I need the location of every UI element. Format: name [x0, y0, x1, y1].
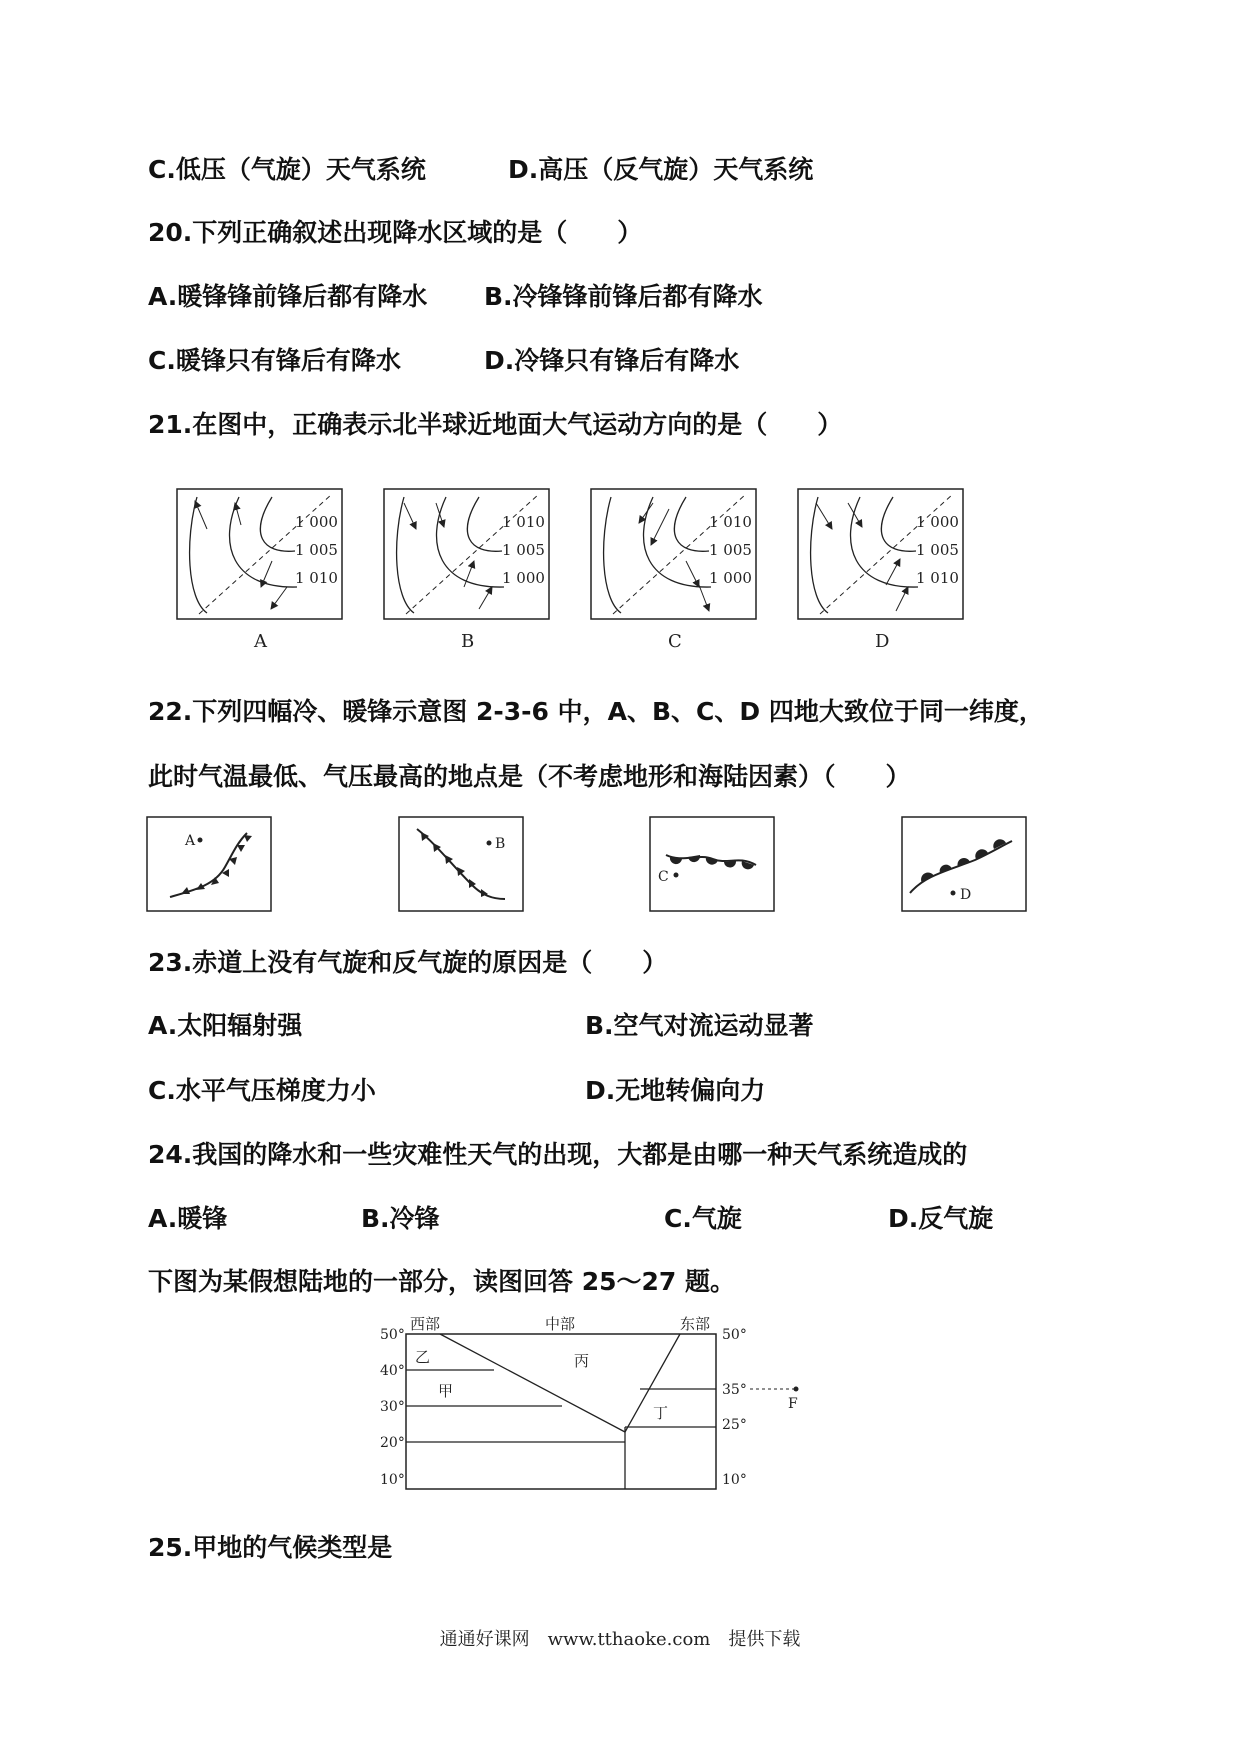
- map-region-yi: 乙: [415, 1348, 431, 1366]
- q22-panel-c: [650, 817, 774, 911]
- map-left-lat-40: 40°: [380, 1363, 405, 1379]
- q22-point-c: C: [658, 869, 669, 885]
- hypothetical-land-map: [370, 1312, 830, 1494]
- map-left-lat-10: 10°: [380, 1472, 405, 1488]
- q21-a-isobar-1: 1 000: [295, 513, 338, 531]
- q20-option-c: C.暖锋只有锋后有降水: [148, 346, 401, 375]
- map-right-lat-35: 35°: [722, 1382, 747, 1398]
- map-right-lat-10: 10°: [722, 1472, 747, 1488]
- q21-b-isobar-1: 1 010: [502, 513, 545, 531]
- map-right-lat-25: 25°: [722, 1417, 747, 1433]
- q22-point-b: B: [495, 836, 506, 852]
- map-intro: 下图为某假想陆地的一部分，读图回答 25～27 题。: [148, 1267, 735, 1296]
- q24-stem: 24.我国的降水和一些灾难性天气的出现，大都是由哪一种天气系统造成的: [148, 1140, 968, 1169]
- q21-a-isobar-3: 1 010: [295, 569, 338, 587]
- map-east-label: 东部: [680, 1315, 711, 1333]
- q24-option-d: D.反气旋: [888, 1204, 994, 1233]
- q22-stem-line2: 此时气温最低、气压最高的地点是（不考虑地形和海陆因素）（ ）: [148, 762, 911, 791]
- page-footer: 通通好课网 www.tthaoke.com 提供下载: [439, 1629, 801, 1650]
- map-region-ding: 丁: [653, 1404, 669, 1422]
- q19-option-d: D.高压（反气旋）天气系统: [508, 155, 814, 184]
- q21-c-isobar-1: 1 010: [709, 513, 752, 531]
- q25-stem: 25.甲地的气候类型是: [148, 1533, 393, 1562]
- q21-b-isobar-3: 1 000: [502, 569, 545, 587]
- q21-d-isobar-3: 1 010: [916, 569, 959, 587]
- q21-figure: [170, 484, 970, 654]
- q20-stem: 20.下列正确叙述出现降水区域的是（ ）: [148, 218, 643, 247]
- q23-option-a: A.太阳辐射强: [148, 1011, 303, 1040]
- q22-figure: [145, 815, 1045, 915]
- q23-option-b: B.空气对流运动显著: [585, 1011, 814, 1040]
- q23-option-c: C.水平气压梯度力小: [148, 1076, 376, 1105]
- q22-point-a: A: [185, 833, 196, 849]
- q22-panel-d: [902, 817, 1026, 911]
- q21-c-label: C: [668, 631, 682, 652]
- q21-b-isobar-2: 1 005: [502, 541, 545, 559]
- map-left-lat-30: 30°: [380, 1399, 405, 1415]
- q20-option-d: D.冷锋只有锋后有降水: [484, 346, 740, 375]
- map-middle-label: 中部: [545, 1315, 576, 1333]
- q21-stem: 21.在图中，正确表示北半球近地面大气运动方向的是（ ）: [148, 410, 843, 439]
- q24-option-c: C.气旋: [664, 1204, 742, 1233]
- q21-b-label: B: [461, 631, 475, 652]
- map-west-label: 西部: [410, 1315, 441, 1333]
- q22-panel-a: [147, 817, 271, 911]
- q22-point-d: D: [960, 887, 972, 903]
- q21-c-isobar-2: 1 005: [709, 541, 752, 559]
- map-region-jia: 甲: [438, 1382, 454, 1400]
- q21-panel-c: [591, 489, 756, 652]
- q21-panel-b: [384, 489, 549, 652]
- q21-c-isobar-3: 1 000: [709, 569, 752, 587]
- q23-option-d: D.无地转偏向力: [585, 1076, 766, 1105]
- q21-a-label: A: [254, 631, 267, 652]
- q21-panel-d: [798, 489, 963, 652]
- map-right-lat-50: 50°: [722, 1327, 747, 1343]
- q24-option-a: A.暖锋: [148, 1204, 228, 1233]
- map-left-lat-50: 50°: [380, 1327, 405, 1343]
- q19-option-c: C.低压（气旋）天气系统: [148, 155, 426, 184]
- q21-d-isobar-2: 1 005: [916, 541, 959, 559]
- q22-panel-b: [399, 817, 523, 911]
- q20-option-a: A.暖锋锋前锋后都有降水: [148, 282, 428, 311]
- map-region-bing: 丙: [574, 1352, 590, 1370]
- q20-option-b: B.冷锋锋前锋后都有降水: [484, 282, 763, 311]
- q21-a-isobar-2: 1 005: [295, 541, 338, 559]
- q21-d-isobar-1: 1 000: [916, 513, 959, 531]
- q21-d-label: D: [875, 631, 890, 652]
- q23-stem: 23.赤道上没有气旋和反气旋的原因是（ ）: [148, 948, 668, 977]
- map-left-lat-20: 20°: [380, 1435, 405, 1451]
- q21-panel-a: [177, 489, 342, 652]
- map-point-f: F: [788, 1396, 798, 1412]
- q24-option-b: B.冷锋: [361, 1204, 440, 1233]
- q22-stem-line1: 22.下列四幅冷、暖锋示意图 2-3-6 中，A、B、C、D 四地大致位于同一纬度，: [148, 697, 1044, 726]
